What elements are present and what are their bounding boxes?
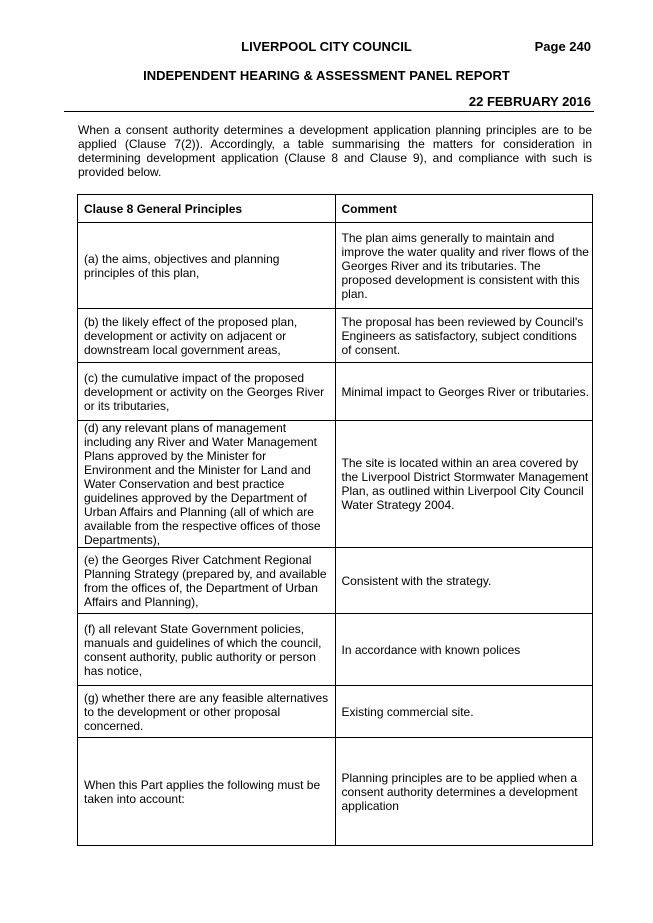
principle-cell: (f) all relevant State Government policies, manuals and guidelines of which the council, consent authority, public authority or person has notice,: [78, 614, 336, 686]
comment-cell: In accordance with known polices: [335, 614, 593, 686]
table-header-row: [78, 195, 593, 223]
page-number: Page 240: [534, 39, 591, 54]
principle-cell: (c) the cumulative impact of the proposed development or activity on the Georges River or its tributaries,: [78, 363, 336, 421]
report-title: INDEPENDENT HEARING & ASSESSMENT PANEL REPORT: [143, 68, 510, 83]
principle-cell: (b) the likely effect of the proposed plan, development or activity on adjacent or downstream local government areas,: [78, 309, 336, 363]
comment-cell: Planning principles are to be applied when a consent authority determines a development application: [335, 738, 593, 846]
principle-cell: (d) any relevant plans of management including any River and Water Management Plans approved by the Minister for Environment and the Minister for Land and Water Conservation and best practice guidelines approved by the Department of Urban Affairs and Planning (all of which are available from the respective offices of those Departments),: [78, 421, 336, 548]
table-row: [78, 738, 593, 846]
table-row: [78, 686, 593, 738]
report-date: 22 FEBRUARY 2016: [468, 94, 591, 109]
comment-cell: The plan aims generally to maintain and improve the water quality and river flows of the Georges River and its tributaries. The proposed development is consistent with this plan.: [335, 223, 593, 309]
comment-cell: Existing commercial site.: [335, 686, 593, 738]
principle-cell: (g) whether there are any feasible alternatives to the development or other proposal concerned.: [78, 686, 336, 738]
table-row: [78, 363, 593, 421]
comment-cell: The proposal has been reviewed by Council's Engineers as satisfactory, subject conditions of consent.: [335, 309, 593, 363]
comment-cell: Consistent with the strategy.: [335, 548, 593, 614]
table-row: [78, 309, 593, 363]
intro-paragraph: When a consent authority determines a development application planning principles are to be applied (Clause 7(2)). Accordingly, a table summarising the matters for consideration in determining development application (Clause 8 and Clause 9), and compliance with such is provided below.: [78, 123, 592, 179]
principle-cell: (a) the aims, objectives and planning principles of this plan,: [78, 223, 336, 309]
comment-cell: Minimal impact to Georges River or tributaries.: [335, 363, 593, 421]
column-header-comment: Comment: [335, 195, 593, 223]
table-row: [78, 614, 593, 686]
header-rule: [64, 111, 594, 112]
principle-cell: When this Part applies the following must be taken into account:: [78, 738, 336, 846]
table-row: [78, 421, 593, 548]
principle-cell: (e) the Georges River Catchment Regional Planning Strategy (prepared by, and available from the offices of, the Department of Urban Affairs and Planning),: [78, 548, 336, 614]
table-row: [78, 223, 593, 309]
comment-cell: The site is located within an area covered by the Liverpool District Stormwater Management Plan, as outlined within Liverpool City Council Water Strategy 2004.: [335, 421, 593, 548]
clause-8-table: [77, 194, 593, 846]
council-name: LIVERPOOL CITY COUNCIL: [241, 39, 412, 54]
table-row: [78, 548, 593, 614]
column-header-principles: Clause 8 General Principles: [78, 195, 336, 223]
